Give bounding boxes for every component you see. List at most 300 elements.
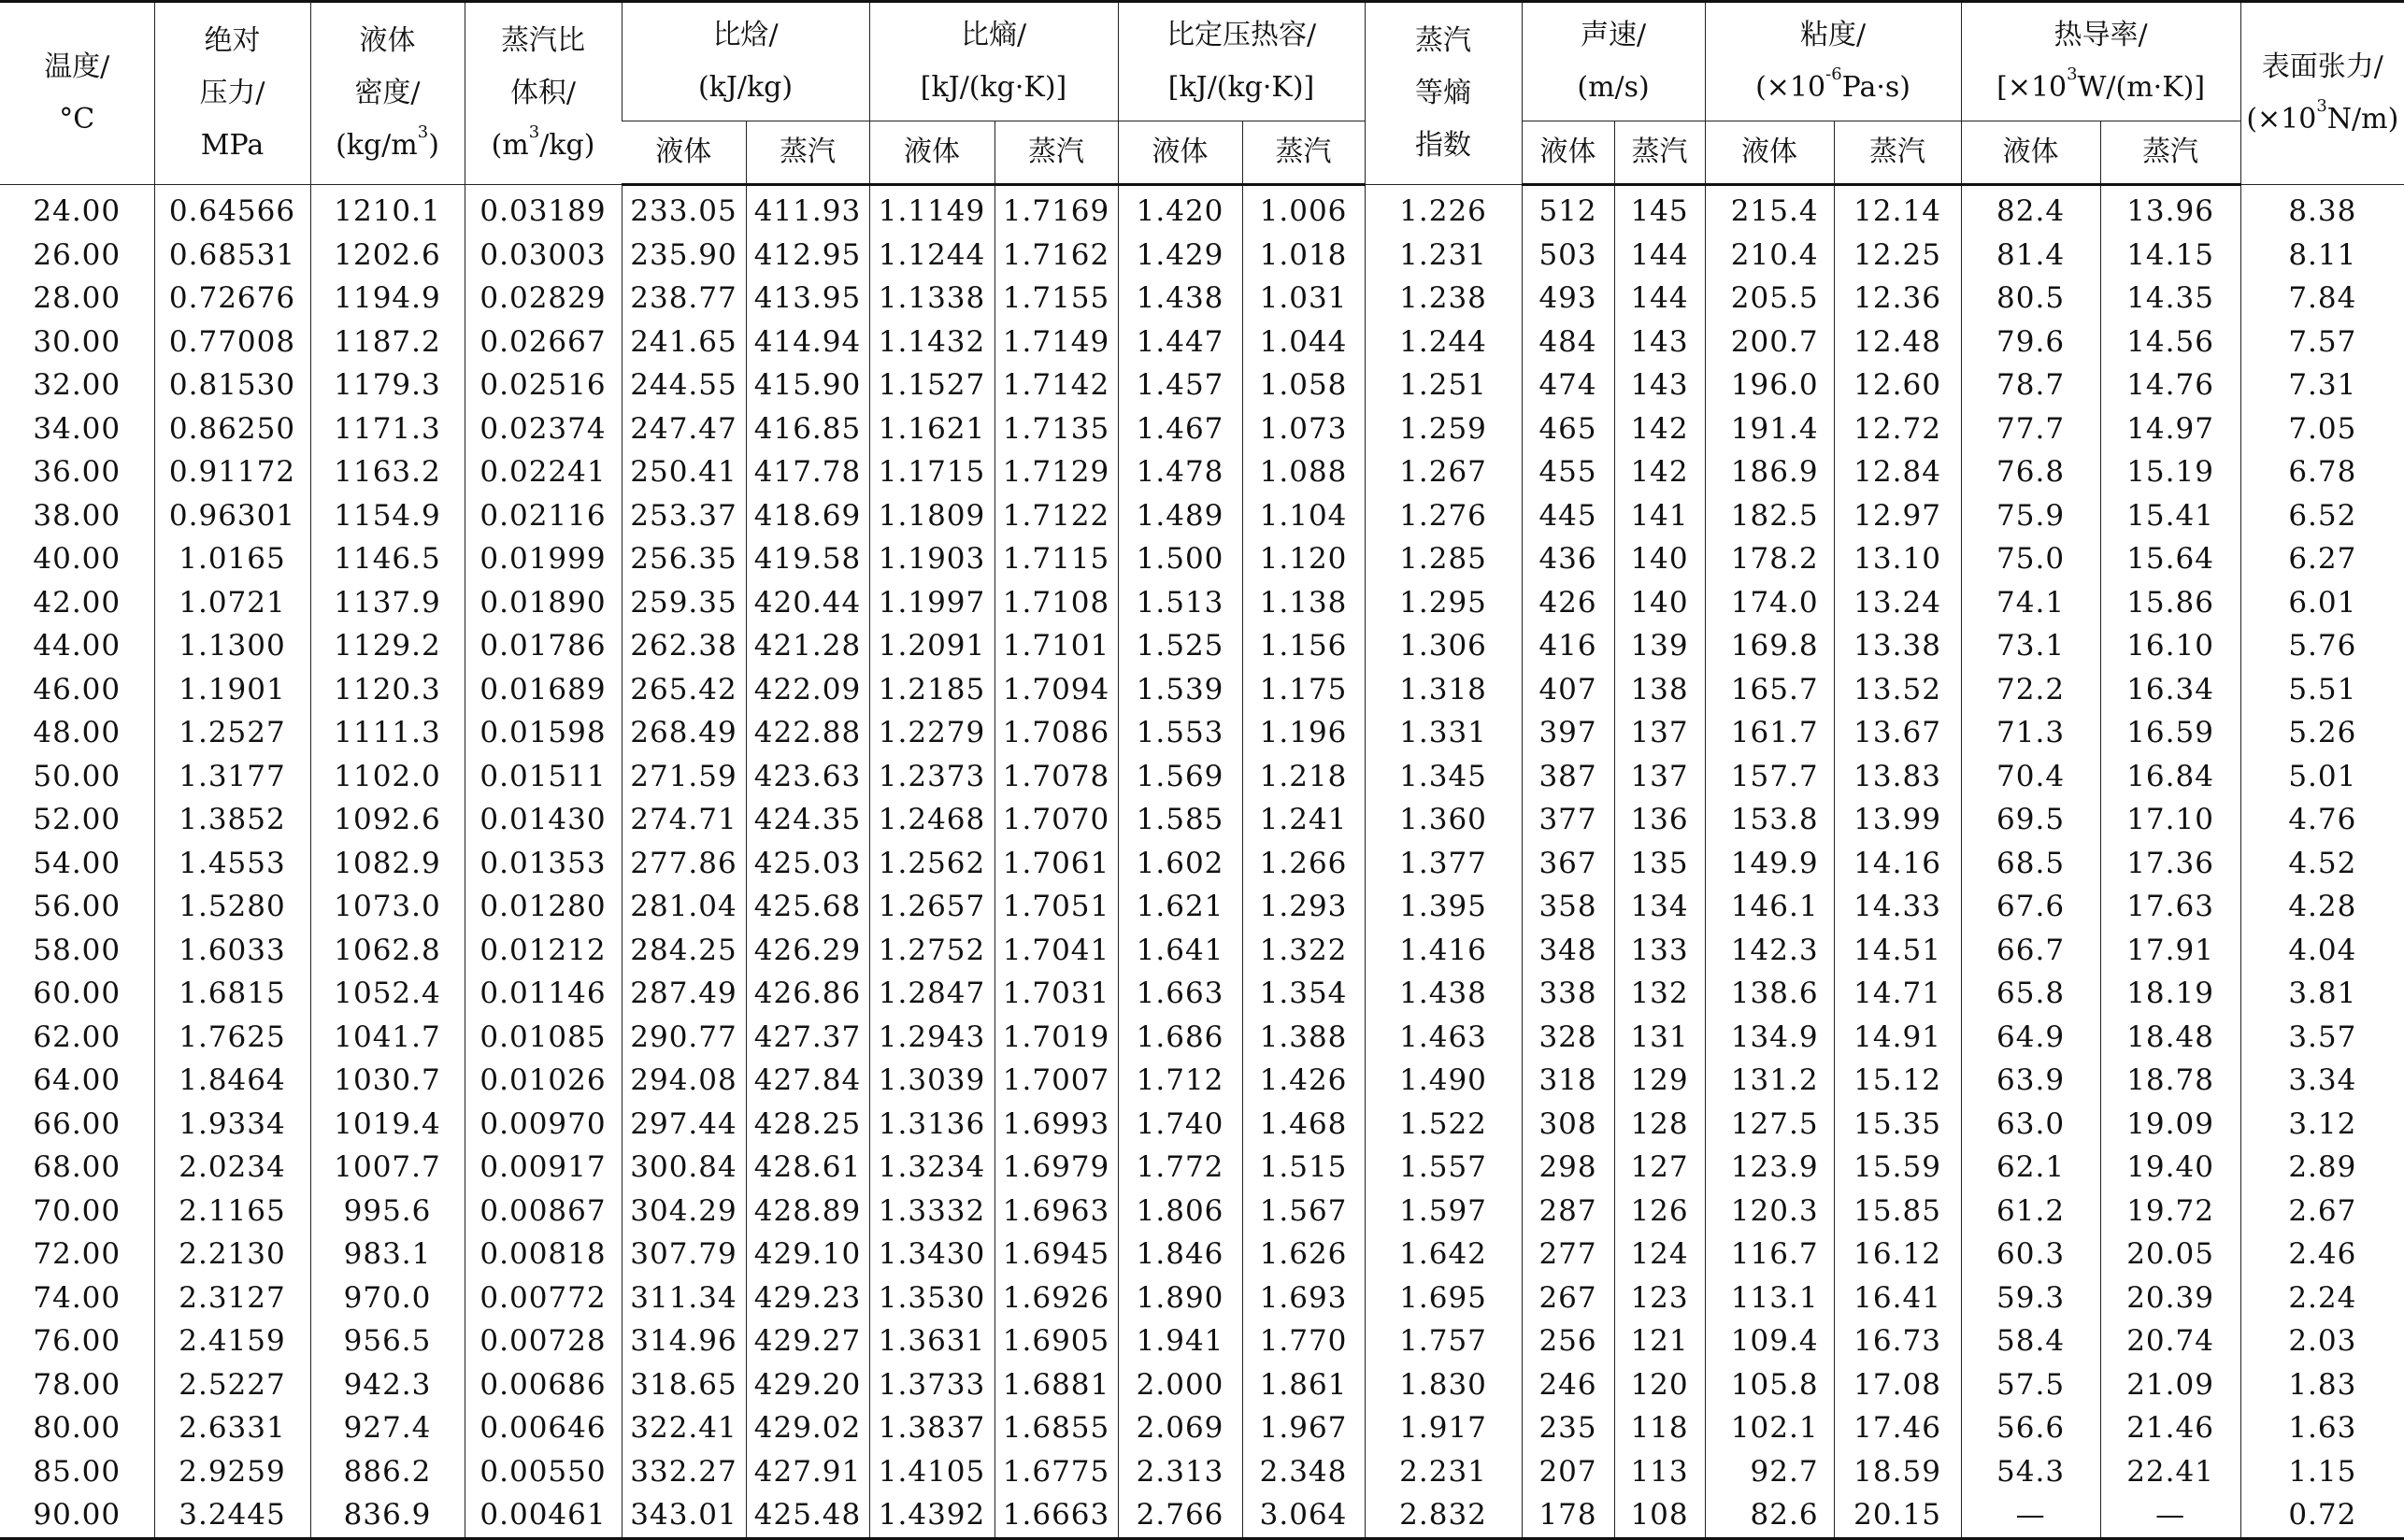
table-row [0,277,2404,321]
cell-sound-liquid: 465 [1522,407,1614,451]
cell-viscosity-liquid: 113.1 [1705,1276,1834,1320]
cell-entropy-vapor: 1.7162 [995,234,1118,278]
cell-vapor-specific-volume: 0.00818 [465,1233,622,1276]
header-isentropic-line2: 等熵 [1415,77,1472,109]
cell-isentropic-index: 1.345 [1365,755,1522,799]
cell-conductivity-vapor: 17.10 [2100,798,2240,842]
cell-conductivity-vapor: 15.86 [2100,581,2240,625]
cell-vapor-specific-volume: 0.00772 [465,1276,622,1320]
cell-cp-liquid: 1.712 [1118,1059,1242,1103]
cell-cp-liquid: 1.500 [1118,537,1242,581]
cell-conductivity-vapor: 14.97 [2100,407,2240,451]
cell-sound-liquid: 407 [1522,668,1614,712]
subheader-sound-liquid: 液体 [1522,121,1614,185]
cell-cp-liquid: 1.621 [1118,885,1242,929]
cell-isentropic-index: 1.557 [1365,1146,1522,1190]
header-tension-unit-a: (×10 [2246,103,2317,135]
header-volume-line3 [465,120,622,172]
cell-liquid-density: 886.2 [310,1450,465,1494]
header-density-unit-a: (kg/m [336,129,418,162]
cell-cp-liquid: 1.539 [1118,668,1242,712]
cell-cp-vapor: 1.196 [1242,711,1365,755]
cell-entropy-liquid: 1.1997 [869,581,995,625]
cell-pressure: 1.0721 [154,581,310,625]
cell-entropy-vapor: 1.7086 [995,711,1118,755]
cell-cp-liquid: 1.553 [1118,711,1242,755]
cell-pressure: 1.0165 [154,537,310,581]
cell-entropy-liquid: 1.3136 [869,1103,995,1147]
cell-entropy-liquid: 1.2847 [869,972,995,1016]
cell-sound-vapor: 113 [1614,1450,1705,1494]
cell-entropy-liquid: 1.3430 [869,1233,995,1276]
cell-temperature: 26.00 [33,237,122,272]
subheader-enthalpy-vapor: 蒸汽 [746,121,869,185]
cell-enthalpy-liquid: 322.41 [622,1406,746,1450]
cell-entropy-vapor: 1.6945 [995,1233,1118,1276]
cell-conductivity-vapor: 18.78 [2100,1059,2240,1103]
header-volume-line2: 体积/ [509,77,577,109]
cell-enthalpy-liquid: 268.49 [622,711,746,755]
cell-temperature: 50.00 [33,759,122,793]
cell-cp-liquid: 2.766 [1118,1493,1242,1538]
cell-sound-liquid: 397 [1522,711,1614,755]
cell-enthalpy-liquid: 318.65 [622,1363,746,1407]
cell-viscosity-vapor: 12.25 [1834,234,1961,278]
header-sound-line1: 声速/ [1580,19,1647,51]
cell-conductivity-liquid: 68.5 [1961,842,2100,886]
cell-isentropic-index: 1.244 [1365,321,1522,364]
cell-surface-tension: 7.84 [2240,277,2404,321]
cell-sound-vapor: 140 [1614,581,1705,625]
cell-vapor-specific-volume: 0.01598 [465,711,622,755]
cell-enthalpy-liquid: 300.84 [622,1146,746,1190]
table-row [0,1406,2404,1450]
table-row [0,1450,2404,1494]
cell-entropy-liquid: 1.2185 [869,668,995,712]
cell-sound-liquid: 256 [1522,1319,1614,1363]
header-surface-tension [2240,2,2404,185]
cell-pressure: 1.1300 [154,624,310,668]
cell-sound-liquid: 235 [1522,1406,1614,1450]
cell-sound-liquid: 377 [1522,798,1614,842]
cell-viscosity-liquid: 123.9 [1705,1146,1834,1190]
cell-vapor-specific-volume: 0.01786 [465,624,622,668]
cell-conductivity-vapor: 17.91 [2100,929,2240,973]
header-pressure-line3: MPa [200,129,265,162]
cell-sound-vapor: 121 [1614,1319,1705,1363]
cell-liquid-density: 1202.6 [310,234,465,278]
cell-sound-vapor: 143 [1614,364,1705,407]
cell-conductivity-liquid: 77.7 [1961,407,2100,451]
cell-entropy-liquid: 1.4105 [869,1450,995,1494]
cell-vapor-specific-volume: 0.01999 [465,537,622,581]
header-viscosity-unit-b: Pa·s) [1841,71,1911,104]
cell-isentropic-index: 1.276 [1365,494,1522,538]
table-row [0,972,2404,1016]
cell-sound-liquid: 267 [1522,1276,1614,1320]
cell-viscosity-vapor: 14.51 [1834,929,1961,973]
cell-entropy-vapor: 1.6663 [995,1493,1118,1538]
cell-conductivity-liquid: 80.5 [1961,277,2100,321]
cell-cp-liquid: 1.420 [1118,185,1242,234]
cell-temperature: 66.00 [33,1106,122,1141]
cell-liquid-density: 1210.1 [310,185,465,234]
cell-entropy-liquid: 1.1715 [869,450,995,494]
cell-enthalpy-liquid: 281.04 [622,885,746,929]
cell-liquid-density: 1019.4 [310,1103,465,1147]
cell-sound-liquid: 426 [1522,581,1614,625]
cell-cp-vapor: 1.044 [1242,321,1365,364]
cell-conductivity-liquid: 63.9 [1961,1059,2100,1103]
cell-conductivity-vapor: 21.09 [2100,1363,2240,1407]
table-row [0,1059,2404,1103]
cell-cp-liquid: 1.772 [1118,1146,1242,1190]
header-viscosity-unit-a: (×10 [1755,71,1826,104]
cell-isentropic-index: 1.490 [1365,1059,1522,1103]
cell-cp-vapor: 1.693 [1242,1276,1365,1320]
header-conductivity-unit-a: [×10 [1996,71,2068,104]
table-row [0,1233,2404,1276]
cell-cp-vapor: 1.006 [1242,185,1365,234]
cell-conductivity-vapor: 18.48 [2100,1016,2240,1060]
cell-pressure: 1.6815 [154,972,310,1016]
cell-viscosity-vapor: 12.72 [1834,407,1961,451]
table-row [0,185,2404,234]
cell-viscosity-vapor: 15.12 [1834,1059,1961,1103]
cell-conductivity-vapor: 19.72 [2100,1190,2240,1233]
cell-pressure: 0.91172 [154,450,310,494]
cell-enthalpy-liquid: 314.96 [622,1319,746,1363]
cell-conductivity-liquid: 62.1 [1961,1146,2100,1190]
cell-conductivity-liquid: 70.4 [1961,755,2100,799]
cell-enthalpy-vapor: 422.88 [746,711,869,755]
cell-viscosity-vapor: 14.16 [1834,842,1961,886]
header-entropy-line1: 比熵/ [960,19,1027,51]
cell-enthalpy-vapor: 418.69 [746,494,869,538]
cell-viscosity-liquid: 174.0 [1705,581,1834,625]
cell-temperature: 58.00 [33,933,122,967]
cell-vapor-specific-volume: 0.02516 [465,364,622,407]
cell-viscosity-liquid: 182.5 [1705,494,1834,538]
cell-sound-liquid: 387 [1522,755,1614,799]
cell-pressure: 1.7625 [154,1016,310,1060]
cell-vapor-specific-volume: 0.01026 [465,1059,622,1103]
cell-temperature: 72.00 [33,1237,122,1272]
cell-conductivity-vapor: 22.41 [2100,1450,2240,1494]
cell-cp-liquid: 1.890 [1118,1276,1242,1320]
cell-pressure: 1.3177 [154,755,310,799]
cell-cp-vapor: 1.266 [1242,842,1365,886]
cell-viscosity-vapor: 13.67 [1834,711,1961,755]
cell-surface-tension: 1.83 [2240,1363,2404,1407]
cell-cp-liquid: 1.740 [1118,1103,1242,1147]
cell-sound-vapor: 135 [1614,842,1705,886]
cell-viscosity-vapor: 16.41 [1834,1276,1961,1320]
cell-sound-vapor: 139 [1614,624,1705,668]
cell-pressure: 0.64566 [154,185,310,234]
cell-temperature: 24.00 [33,193,122,228]
cell-temperature: 70.00 [33,1193,122,1228]
cell-viscosity-liquid: 205.5 [1705,277,1834,321]
cell-sound-liquid: 455 [1522,450,1614,494]
subheader-viscosity-liquid: 液体 [1705,121,1834,185]
cell-entropy-liquid: 1.2468 [869,798,995,842]
cell-viscosity-liquid: 149.9 [1705,842,1834,886]
cell-enthalpy-vapor: 415.90 [746,364,869,407]
cell-liquid-density: 1129.2 [310,624,465,668]
header-isentropic-index [1365,2,1522,185]
cell-enthalpy-liquid: 287.49 [622,972,746,1016]
cell-vapor-specific-volume: 0.00461 [465,1493,622,1538]
cell-liquid-density: 1007.7 [310,1146,465,1190]
cell-surface-tension: 2.03 [2240,1319,2404,1363]
header-pressure-line1: 绝对 [204,24,261,57]
cell-cp-vapor: 1.770 [1242,1319,1365,1363]
subheader-cp-vapor: 蒸汽 [1242,121,1365,185]
cell-cp-vapor: 1.468 [1242,1103,1365,1147]
cell-sound-liquid: 436 [1522,537,1614,581]
cell-enthalpy-vapor: 422.09 [746,668,869,712]
cell-isentropic-index: 2.231 [1365,1450,1522,1494]
cell-viscosity-liquid: 165.7 [1705,668,1834,712]
cell-entropy-vapor: 1.7142 [995,364,1118,407]
cell-enthalpy-liquid: 244.55 [622,364,746,407]
cell-isentropic-index: 1.395 [1365,885,1522,929]
header-conductivity-unit-b: W/(m·K)] [2077,71,2206,104]
cell-sound-vapor: 141 [1614,494,1705,538]
cell-conductivity-vapor: 19.09 [2100,1103,2240,1147]
cell-cp-liquid: 1.489 [1118,494,1242,538]
cell-temperature: 54.00 [33,846,122,880]
cell-entropy-vapor: 1.6855 [995,1406,1118,1450]
cell-viscosity-vapor: 13.10 [1834,537,1961,581]
cell-cp-vapor: 1.138 [1242,581,1365,625]
cell-entropy-liquid: 1.4392 [869,1493,995,1538]
cell-vapor-specific-volume: 0.02829 [465,277,622,321]
header-volume-unit-a: (m [491,129,529,162]
cell-cp-vapor: 1.515 [1242,1146,1365,1190]
header-sound-speed [1522,2,1705,121]
cell-enthalpy-liquid: 247.47 [622,407,746,451]
header-temperature [0,2,154,185]
cell-sound-vapor: 145 [1614,185,1705,234]
cell-viscosity-vapor: 15.35 [1834,1103,1961,1147]
cell-cp-liquid: 1.806 [1118,1190,1242,1233]
cell-entropy-vapor: 1.7101 [995,624,1118,668]
cell-isentropic-index: 1.695 [1365,1276,1522,1320]
cell-conductivity-liquid: 64.9 [1961,1016,2100,1060]
table-row [0,798,2404,842]
header-isentropic-line1: 蒸汽 [1415,24,1472,57]
cell-isentropic-index: 1.377 [1365,842,1522,886]
cell-cp-vapor: 1.031 [1242,277,1365,321]
cell-enthalpy-vapor: 428.89 [746,1190,869,1233]
subheader-conductivity-liquid: 液体 [1961,121,2100,185]
cell-cp-liquid: 1.525 [1118,624,1242,668]
cell-conductivity-liquid: 81.4 [1961,234,2100,278]
cell-sound-vapor: 137 [1614,755,1705,799]
cell-viscosity-vapor: 14.91 [1834,1016,1961,1060]
cell-vapor-specific-volume: 0.03189 [465,185,622,234]
cell-entropy-vapor: 1.7094 [995,668,1118,712]
cell-vapor-specific-volume: 0.01430 [465,798,622,842]
cell-cp-liquid: 1.569 [1118,755,1242,799]
cell-sound-liquid: 512 [1522,185,1614,234]
cell-viscosity-vapor: 12.60 [1834,364,1961,407]
cell-isentropic-index: 1.522 [1365,1103,1522,1147]
cell-entropy-vapor: 1.7061 [995,842,1118,886]
cell-temperature: 62.00 [33,1020,122,1054]
cell-entropy-vapor: 1.6881 [995,1363,1118,1407]
cell-cp-liquid: 2.069 [1118,1406,1242,1450]
cell-conductivity-vapor: 15.64 [2100,537,2240,581]
cell-conductivity-liquid: 76.8 [1961,450,2100,494]
cell-enthalpy-liquid: 238.77 [622,277,746,321]
cell-sound-vapor: 108 [1614,1493,1705,1538]
cell-entropy-liquid: 1.1244 [869,234,995,278]
subheader-entropy-liquid: 液体 [869,121,995,185]
cell-enthalpy-vapor: 429.23 [746,1276,869,1320]
header-pressure-line2: 压力/ [199,77,265,109]
cell-pressure: 1.5280 [154,885,310,929]
subheader-entropy-vapor: 蒸汽 [995,121,1118,185]
cell-viscosity-liquid: 146.1 [1705,885,1834,929]
cell-cp-liquid: 1.438 [1118,277,1242,321]
header-sound-line2: (m/s) [1577,71,1650,104]
cell-isentropic-index: 1.830 [1365,1363,1522,1407]
cell-entropy-vapor: 1.7019 [995,1016,1118,1060]
cell-conductivity-vapor: 18.19 [2100,972,2240,1016]
cell-liquid-density: 1092.6 [310,798,465,842]
cell-liquid-density: 927.4 [310,1406,465,1450]
cell-pressure: 0.68531 [154,234,310,278]
cell-entropy-vapor: 1.7078 [995,755,1118,799]
cell-entropy-liquid: 1.3837 [869,1406,995,1450]
table-row [0,1190,2404,1233]
cell-surface-tension: 7.57 [2240,321,2404,364]
cell-isentropic-index: 1.416 [1365,929,1522,973]
header-vapor-specific-volume [465,2,622,185]
cell-enthalpy-vapor: 413.95 [746,277,869,321]
cell-cp-liquid: 1.686 [1118,1016,1242,1060]
cell-cp-vapor: 1.175 [1242,668,1365,712]
cell-temperature: 38.00 [33,498,122,533]
cell-sound-liquid: 474 [1522,364,1614,407]
cell-cp-vapor: 1.322 [1242,929,1365,973]
cell-entropy-liquid: 1.2562 [869,842,995,886]
subheader-enthalpy-liquid: 液体 [622,121,746,185]
cell-sound-vapor: 120 [1614,1363,1705,1407]
table-row [0,321,2404,364]
cell-vapor-specific-volume: 0.01280 [465,885,622,929]
table-row [0,842,2404,886]
header-conductivity-line2 [1962,62,2240,114]
header-cp-line1: 比定压热容/ [1166,19,1317,51]
cell-isentropic-index: 1.463 [1365,1016,1522,1060]
cell-conductivity-liquid: 79.6 [1961,321,2100,364]
cell-enthalpy-liquid: 265.42 [622,668,746,712]
cell-surface-tension: 4.76 [2240,798,2404,842]
cell-enthalpy-liquid: 297.44 [622,1103,746,1147]
cell-vapor-specific-volume: 0.01890 [465,581,622,625]
header-tension-unit-b: N/m) [2326,103,2399,135]
cell-viscosity-liquid: 169.8 [1705,624,1834,668]
cell-cp-liquid: 1.641 [1118,929,1242,973]
cell-sound-vapor: 124 [1614,1233,1705,1276]
cell-surface-tension: 4.28 [2240,885,2404,929]
cell-viscosity-liquid: 191.4 [1705,407,1834,451]
header-density-unit-b: ) [428,129,439,162]
cell-conductivity-vapor: 16.10 [2100,624,2240,668]
cell-cp-liquid: 2.313 [1118,1450,1242,1494]
cell-cp-vapor: 1.218 [1242,755,1365,799]
cell-viscosity-liquid: 138.6 [1705,972,1834,1016]
cell-temperature: 85.00 [33,1454,122,1489]
cell-surface-tension: 6.78 [2240,450,2404,494]
cell-viscosity-vapor: 20.15 [1834,1493,1961,1538]
header-volume-unit-b: /kg) [539,129,595,162]
cell-liquid-density: 1187.2 [310,321,465,364]
cell-viscosity-vapor: 13.24 [1834,581,1961,625]
header-density-exponent: 3 [417,122,429,142]
cell-conductivity-vapor: 20.74 [2100,1319,2240,1363]
cell-entropy-vapor: 1.6905 [995,1319,1118,1363]
cell-sound-liquid: 493 [1522,277,1614,321]
cell-viscosity-vapor: 12.84 [1834,450,1961,494]
cell-sound-liquid: 358 [1522,885,1614,929]
cell-vapor-specific-volume: 0.00686 [465,1363,622,1407]
cell-conductivity-liquid: 82.4 [1961,185,2100,234]
cell-conductivity-vapor: 17.63 [2100,885,2240,929]
cell-conductivity-liquid: 56.6 [1961,1406,2100,1450]
cell-enthalpy-vapor: 429.20 [746,1363,869,1407]
cell-sound-vapor: 128 [1614,1103,1705,1147]
cell-conductivity-vapor: 16.84 [2100,755,2240,799]
cell-cp-vapor: 1.088 [1242,450,1365,494]
cell-sound-liquid: 367 [1522,842,1614,886]
cell-isentropic-index: 1.267 [1365,450,1522,494]
cell-conductivity-vapor: 16.34 [2100,668,2240,712]
cell-isentropic-index: 1.306 [1365,624,1522,668]
cell-entropy-vapor: 1.7051 [995,885,1118,929]
header-conductivity-exponent: 3 [2067,64,2078,84]
cell-sound-liquid: 338 [1522,972,1614,1016]
cell-cp-liquid: 1.585 [1118,798,1242,842]
cell-pressure: 0.96301 [154,494,310,538]
cell-pressure: 2.5227 [154,1363,310,1407]
header-specific-heat [1118,2,1365,121]
cell-sound-vapor: 144 [1614,234,1705,278]
cell-viscosity-vapor: 17.46 [1834,1406,1961,1450]
cell-enthalpy-liquid: 284.25 [622,929,746,973]
cell-entropy-vapor: 1.7149 [995,321,1118,364]
cell-enthalpy-vapor: 427.91 [746,1450,869,1494]
cell-entropy-liquid: 1.1903 [869,537,995,581]
cell-conductivity-liquid: 78.7 [1961,364,2100,407]
table-row [0,668,2404,712]
cell-enthalpy-liquid: 235.90 [622,234,746,278]
cell-surface-tension: 5.51 [2240,668,2404,712]
table-row [0,1146,2404,1190]
cell-isentropic-index: 1.231 [1365,234,1522,278]
header-entropy [869,2,1118,121]
cell-entropy-vapor: 1.7108 [995,581,1118,625]
cell-conductivity-vapor: 14.15 [2100,234,2240,278]
cell-enthalpy-vapor: 428.61 [746,1146,869,1190]
cell-sound-vapor: 143 [1614,321,1705,364]
cell-viscosity-liquid: 116.7 [1705,1233,1834,1276]
cell-liquid-density: 956.5 [310,1319,465,1363]
